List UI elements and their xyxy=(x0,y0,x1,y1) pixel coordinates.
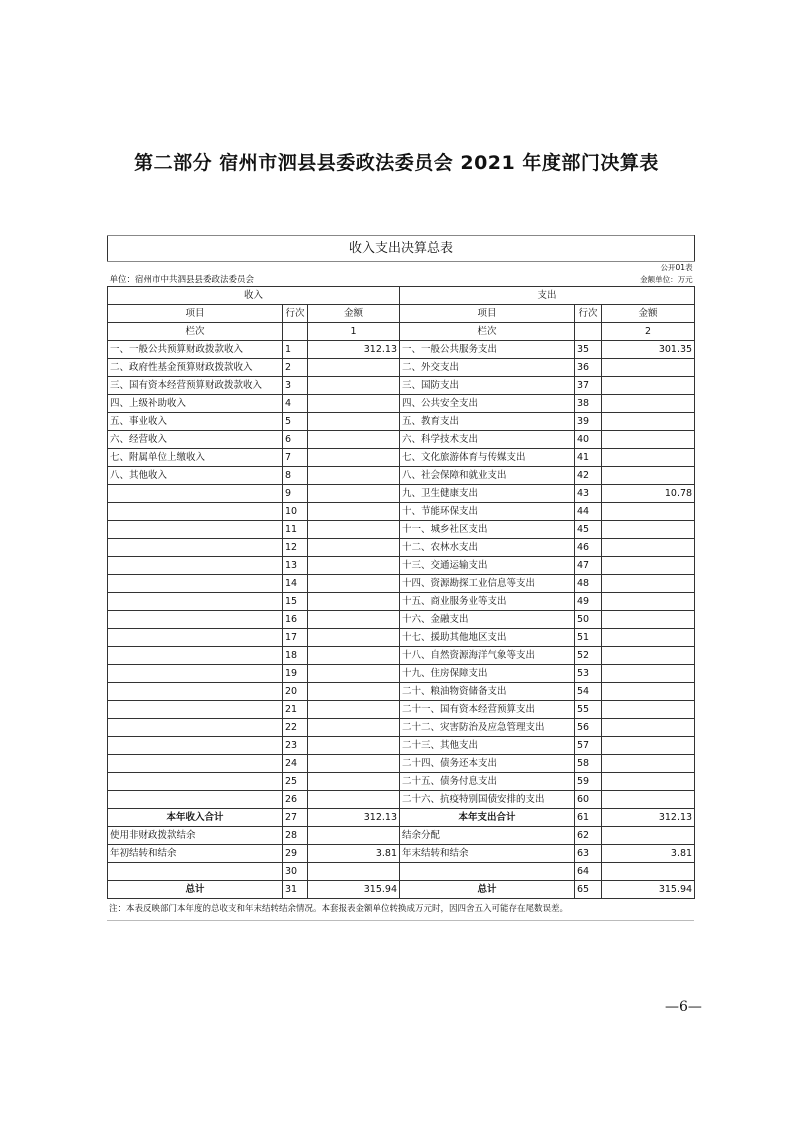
income-item xyxy=(108,485,283,503)
income-item xyxy=(108,647,283,665)
income-row-number: 20 xyxy=(283,683,308,701)
expense-amount xyxy=(602,539,695,557)
income-row-number: 12 xyxy=(283,539,308,557)
expense-row-number: 38 xyxy=(575,395,602,413)
table-row xyxy=(108,629,695,647)
income-item xyxy=(108,539,283,557)
income-row-number: 13 xyxy=(283,557,308,575)
expense-amount xyxy=(602,413,695,431)
income-item xyxy=(108,503,283,521)
table-title: 收入支出决算总表 xyxy=(108,236,695,262)
table-row xyxy=(108,683,695,701)
expense-row-number: 51 xyxy=(575,629,602,647)
expense-row-number: 49 xyxy=(575,593,602,611)
income-row-number: 30 xyxy=(283,863,308,881)
expense-item: 二十二、灾害防治及应急管理支出 xyxy=(400,719,575,737)
table-row xyxy=(108,827,695,845)
table-row xyxy=(108,845,695,863)
col-item-header: 项目 xyxy=(108,305,283,323)
income-item: 六、经营收入 xyxy=(108,431,283,449)
expense-item: 二十、粮油物资储备支出 xyxy=(400,683,575,701)
income-row-number: 1 xyxy=(283,341,308,359)
income-row-number: 24 xyxy=(283,755,308,773)
expense-row-number: 58 xyxy=(575,755,602,773)
income-amount xyxy=(308,755,400,773)
table-row xyxy=(108,881,695,899)
table-row xyxy=(108,521,695,539)
table-row xyxy=(108,665,695,683)
expense-amount xyxy=(602,683,695,701)
summary-table-container xyxy=(107,235,694,921)
income-amount xyxy=(308,611,400,629)
expense-item: 十九、住房保障支出 xyxy=(400,665,575,683)
expense-amount xyxy=(602,395,695,413)
expense-item: 十八、自然资源海洋气象等支出 xyxy=(400,647,575,665)
expense-row-number: 62 xyxy=(575,827,602,845)
income-item xyxy=(108,593,283,611)
table-row xyxy=(108,413,695,431)
amount-unit: 金额单位：万元 xyxy=(640,275,693,284)
income-row-number: 29 xyxy=(283,845,308,863)
expense-amount xyxy=(602,827,695,845)
income-amount xyxy=(308,431,400,449)
income-item xyxy=(108,521,283,539)
table-row xyxy=(108,575,695,593)
income-row-number: 18 xyxy=(283,647,308,665)
income-amount xyxy=(308,863,400,881)
expense-amount: 315.94 xyxy=(602,881,695,899)
income-item xyxy=(108,719,283,737)
income-item: 八、其他收入 xyxy=(108,467,283,485)
expense-header: 支出 xyxy=(400,287,695,305)
expense-amount xyxy=(602,359,695,377)
income-row-number: 28 xyxy=(283,827,308,845)
expense-item: 四、公共安全支出 xyxy=(400,395,575,413)
income-amount xyxy=(308,773,400,791)
income-amount xyxy=(308,593,400,611)
expense-item: 八、社会保障和就业支出 xyxy=(400,467,575,485)
table-row xyxy=(108,341,695,359)
expense-row-number: 37 xyxy=(575,377,602,395)
table-row xyxy=(108,719,695,737)
income-amount xyxy=(308,665,400,683)
expense-row-number: 44 xyxy=(575,503,602,521)
expense-row-number: 52 xyxy=(575,647,602,665)
expense-row-number: 59 xyxy=(575,773,602,791)
income-amount xyxy=(308,377,400,395)
expense-item: 二十四、债务还本支出 xyxy=(400,755,575,773)
expense-row-number: 56 xyxy=(575,719,602,737)
income-row-number: 11 xyxy=(283,521,308,539)
expense-amount: 3.81 xyxy=(602,845,695,863)
income-item xyxy=(108,701,283,719)
table-row xyxy=(108,647,695,665)
expense-amount xyxy=(602,665,695,683)
income-row-number: 27 xyxy=(283,809,308,827)
expense-amount xyxy=(602,701,695,719)
expense-row-number: 39 xyxy=(575,413,602,431)
expense-row-number: 35 xyxy=(575,341,602,359)
expense-amount xyxy=(602,503,695,521)
income-amount: 312.13 xyxy=(308,341,400,359)
income-row-number: 2 xyxy=(283,359,308,377)
income-row-number: 7 xyxy=(283,449,308,467)
income-row-number: 3 xyxy=(283,377,308,395)
expense-amount xyxy=(602,791,695,809)
col-row-label: 栏次 xyxy=(400,323,575,341)
income-amount: 315.94 xyxy=(308,881,400,899)
income-amount xyxy=(308,701,400,719)
income-item xyxy=(108,863,283,881)
table-row xyxy=(108,557,695,575)
income-item: 本年收入合计 xyxy=(108,809,283,827)
table-row xyxy=(108,611,695,629)
income-row-number: 8 xyxy=(283,467,308,485)
table-row xyxy=(108,593,695,611)
income-amount xyxy=(308,413,400,431)
income-row-number: 9 xyxy=(283,485,308,503)
table-row xyxy=(108,755,695,773)
expense-row-number: 54 xyxy=(575,683,602,701)
table-row xyxy=(108,485,695,503)
income-amount xyxy=(308,485,400,503)
expense-amount xyxy=(602,737,695,755)
page-number: —6— xyxy=(665,999,702,1015)
income-amount xyxy=(308,449,400,467)
expense-item xyxy=(400,863,575,881)
expense-amount xyxy=(602,449,695,467)
expense-amount xyxy=(602,575,695,593)
income-item: 总计 xyxy=(108,881,283,899)
col-num-1: 1 xyxy=(308,323,400,341)
income-row-number: 26 xyxy=(283,791,308,809)
expense-row-number: 61 xyxy=(575,809,602,827)
expense-item: 十一、城乡社区支出 xyxy=(400,521,575,539)
expense-row-number: 50 xyxy=(575,611,602,629)
expense-row-number: 43 xyxy=(575,485,602,503)
expense-row-number: 55 xyxy=(575,701,602,719)
expense-item: 十、节能环保支出 xyxy=(400,503,575,521)
expense-item: 九、卫生健康支出 xyxy=(400,485,575,503)
expense-row-number: 45 xyxy=(575,521,602,539)
expense-amount xyxy=(602,863,695,881)
income-amount xyxy=(308,521,400,539)
income-row-number: 19 xyxy=(283,665,308,683)
expense-item: 总计 xyxy=(400,881,575,899)
income-amount: 3.81 xyxy=(308,845,400,863)
income-expense-summary-table xyxy=(107,235,695,899)
expense-item: 十六、金融支出 xyxy=(400,611,575,629)
expense-row-number: 46 xyxy=(575,539,602,557)
expense-amount xyxy=(602,377,695,395)
col-row-header: 行次 xyxy=(575,305,602,323)
expense-item: 十三、交通运输支出 xyxy=(400,557,575,575)
expense-amount xyxy=(602,611,695,629)
expense-item: 六、科学技术支出 xyxy=(400,431,575,449)
income-item xyxy=(108,737,283,755)
table-row xyxy=(108,809,695,827)
table-row xyxy=(108,737,695,755)
page-title: 第二部分 宿州市泗县县委政法委员会 2021 年度部门决算表 xyxy=(134,152,659,174)
expense-amount xyxy=(602,431,695,449)
table-row xyxy=(108,359,695,377)
income-item xyxy=(108,683,283,701)
unit-label: 单位：宿州市中共泗县县委政法委员会 xyxy=(109,275,255,285)
income-item xyxy=(108,629,283,647)
income-amount xyxy=(308,575,400,593)
expense-amount xyxy=(602,557,695,575)
expense-amount xyxy=(602,593,695,611)
expense-item: 十七、援助其他地区支出 xyxy=(400,629,575,647)
col-item-header: 项目 xyxy=(400,305,575,323)
expense-item: 十二、农林水支出 xyxy=(400,539,575,557)
table-row xyxy=(108,395,695,413)
table-note: 注：本表反映部门本年度的总收支和年末结转结余情况。本套报表金额单位转换成万元时，因四舍五入可能存在尾数误差。 xyxy=(107,899,694,921)
income-item: 一、一般公共预算财政拨款收入 xyxy=(108,341,283,359)
col-row-header: 行次 xyxy=(283,305,308,323)
income-item: 二、政府性基金预算财政拨款收入 xyxy=(108,359,283,377)
income-item xyxy=(108,665,283,683)
income-item xyxy=(108,773,283,791)
expense-item: 二十六、抗疫特别国债安排的支出 xyxy=(400,791,575,809)
expense-amount xyxy=(602,773,695,791)
expense-item: 结余分配 xyxy=(400,827,575,845)
col-amount-header: 金额 xyxy=(602,305,695,323)
expense-row-number: 63 xyxy=(575,845,602,863)
expense-amount xyxy=(602,629,695,647)
expense-row-number: 41 xyxy=(575,449,602,467)
income-header: 收入 xyxy=(108,287,400,305)
income-row-number: 4 xyxy=(283,395,308,413)
income-amount: 312.13 xyxy=(308,809,400,827)
income-amount xyxy=(308,557,400,575)
expense-item: 二十五、债务付息支出 xyxy=(400,773,575,791)
income-row-number: 31 xyxy=(283,881,308,899)
expense-item: 三、国防支出 xyxy=(400,377,575,395)
expense-row-number: 65 xyxy=(575,881,602,899)
col-amount-header: 金额 xyxy=(308,305,400,323)
expense-row-number: 40 xyxy=(575,431,602,449)
income-item: 五、事业收入 xyxy=(108,413,283,431)
expense-item: 二、外交支出 xyxy=(400,359,575,377)
form-code: 公开01表 xyxy=(660,263,693,272)
expense-row-number: 48 xyxy=(575,575,602,593)
income-amount xyxy=(308,359,400,377)
col-row-label: 栏次 xyxy=(108,323,283,341)
income-item: 三、国有资本经营预算财政拨款收入 xyxy=(108,377,283,395)
expense-item: 二十一、国有资本经营预算支出 xyxy=(400,701,575,719)
income-amount xyxy=(308,737,400,755)
expense-amount: 312.13 xyxy=(602,809,695,827)
expense-item: 一、一般公共服务支出 xyxy=(400,341,575,359)
table-row xyxy=(108,449,695,467)
expense-row-number: 36 xyxy=(575,359,602,377)
income-item xyxy=(108,575,283,593)
income-row-number: 22 xyxy=(283,719,308,737)
expense-row-number: 42 xyxy=(575,467,602,485)
table-row xyxy=(108,773,695,791)
income-item: 使用非财政拨款结余 xyxy=(108,827,283,845)
income-amount xyxy=(308,467,400,485)
table-row xyxy=(108,467,695,485)
income-amount xyxy=(308,791,400,809)
income-row-number: 21 xyxy=(283,701,308,719)
expense-row-number: 53 xyxy=(575,665,602,683)
income-amount xyxy=(308,683,400,701)
expense-item: 五、教育支出 xyxy=(400,413,575,431)
expense-row-number: 47 xyxy=(575,557,602,575)
income-row-number: 16 xyxy=(283,611,308,629)
income-amount xyxy=(308,827,400,845)
col-num-2: 2 xyxy=(602,323,695,341)
expense-item: 本年支出合计 xyxy=(400,809,575,827)
expense-row-number: 64 xyxy=(575,863,602,881)
income-amount xyxy=(308,395,400,413)
income-amount xyxy=(308,539,400,557)
income-row-number: 6 xyxy=(283,431,308,449)
income-item xyxy=(108,791,283,809)
income-amount xyxy=(308,503,400,521)
income-item xyxy=(108,611,283,629)
table-row xyxy=(108,791,695,809)
income-row-number: 25 xyxy=(283,773,308,791)
expense-row-number: 60 xyxy=(575,791,602,809)
table-row xyxy=(108,539,695,557)
income-amount xyxy=(308,629,400,647)
expense-item: 七、文化旅游体育与传媒支出 xyxy=(400,449,575,467)
expense-amount xyxy=(602,521,695,539)
income-amount xyxy=(308,647,400,665)
expense-row-number: 57 xyxy=(575,737,602,755)
income-row-number: 14 xyxy=(283,575,308,593)
income-item: 年初结转和结余 xyxy=(108,845,283,863)
income-item xyxy=(108,557,283,575)
table-row xyxy=(108,431,695,449)
expense-amount xyxy=(602,719,695,737)
income-row-number: 10 xyxy=(283,503,308,521)
table-row xyxy=(108,377,695,395)
income-row-number: 23 xyxy=(283,737,308,755)
table-row xyxy=(108,701,695,719)
expense-amount xyxy=(602,467,695,485)
expense-amount: 301.35 xyxy=(602,341,695,359)
expense-amount xyxy=(602,647,695,665)
income-row-number: 15 xyxy=(283,593,308,611)
income-row-number: 5 xyxy=(283,413,308,431)
income-item: 四、上级补助收入 xyxy=(108,395,283,413)
expense-item: 十四、资源勘探工业信息等支出 xyxy=(400,575,575,593)
expense-item: 二十三、其他支出 xyxy=(400,737,575,755)
expense-item: 年末结转和结余 xyxy=(400,845,575,863)
table-row xyxy=(108,503,695,521)
table-row xyxy=(108,863,695,881)
income-amount xyxy=(308,719,400,737)
income-item: 七、附属单位上缴收入 xyxy=(108,449,283,467)
income-row-number: 17 xyxy=(283,629,308,647)
income-item xyxy=(108,755,283,773)
expense-item: 十五、商业服务业等支出 xyxy=(400,593,575,611)
expense-amount: 10.78 xyxy=(602,485,695,503)
expense-amount xyxy=(602,755,695,773)
